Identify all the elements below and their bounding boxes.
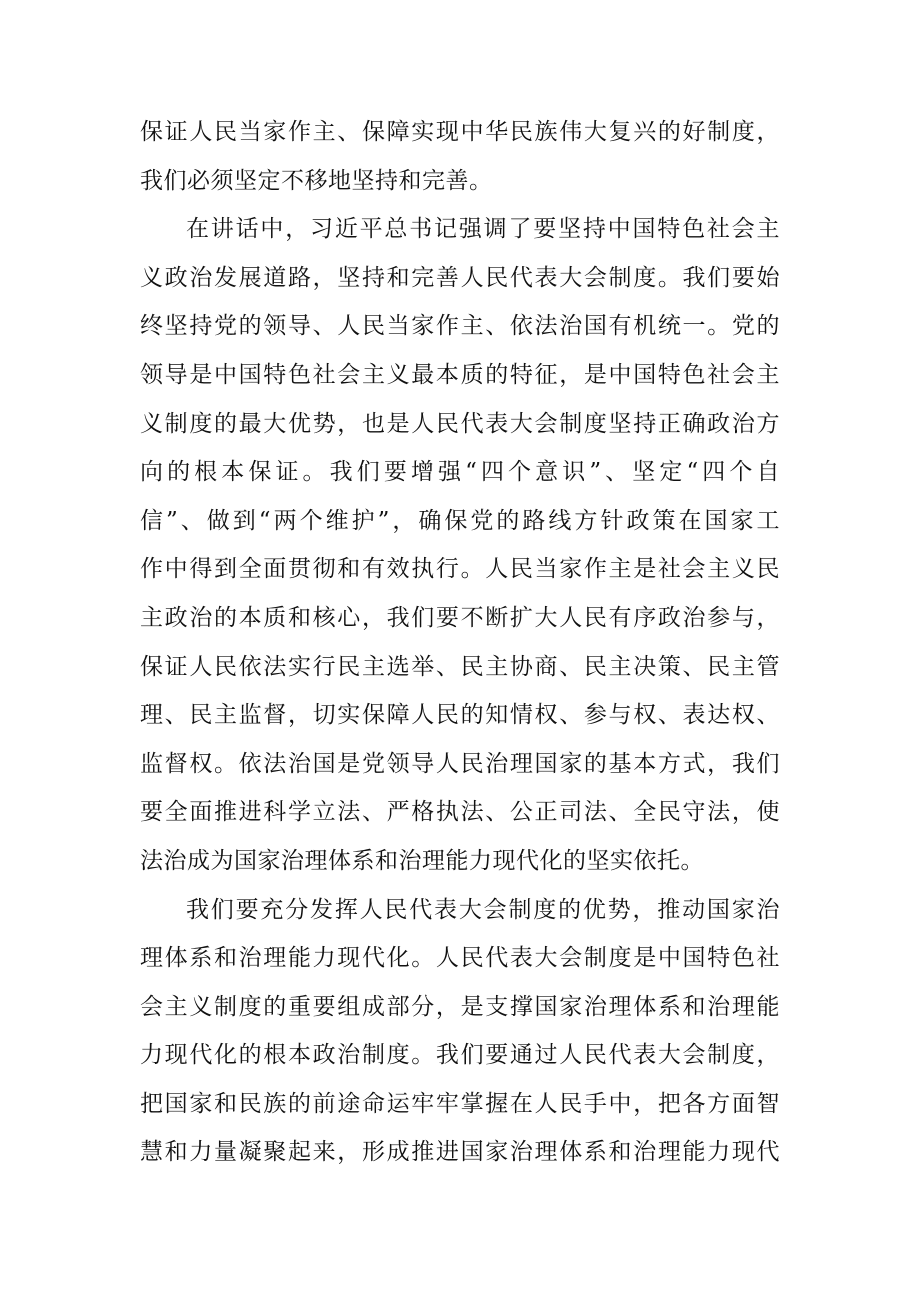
text-line: 作中得到全面贯彻和有效执行。人民当家作主是社会主义民 <box>140 556 780 583</box>
text-line: 信”、做到“两个维护”，确保党的路线方针政策在国家工 <box>140 507 780 534</box>
text-line: 理、民主监督，切实保障人民的知情权、参与权、表达权、 <box>140 702 780 729</box>
text-line: 力现代化的根本政治制度。我们要通过人民代表大会制度， <box>140 1042 780 1069</box>
paragraph-3 <box>140 886 780 1178</box>
text-line: 会主义制度的重要组成部分，是支撑国家治理体系和治理能 <box>140 993 780 1020</box>
text-line: 主政治的本质和核心，我们要不断扩大人民有序政治参与， <box>140 604 780 631</box>
text-line: 法治成为国家治理体系和治理能力现代化的坚实依托。 <box>140 847 704 874</box>
paragraph-2 <box>140 205 780 885</box>
text-line: 义制度的最大优势，也是人民代表大会制度坚持正确政治方 <box>140 410 780 437</box>
text-line: 终坚持党的领导、人民当家作主、依法治国有机统一。党的 <box>140 313 780 340</box>
text-line: 在讲话中，习近平总书记强调了要坚持中国特色社会主 <box>186 216 780 243</box>
text-line: 监督权。依法治国是党领导人民治理国家的基本方式，我们 <box>140 750 780 777</box>
text-line: 我们要充分发挥人民代表大会制度的优势，推动国家治 <box>186 896 780 923</box>
text-line: 要全面推进科学立法、严格执法、公正司法、全民守法，使 <box>140 799 780 826</box>
text-line: 保证人民当家作主、保障实现中华民族伟大复兴的好制度， <box>140 119 780 145</box>
text-line: 把国家和民族的前途命运牢牢掌握在人民手中，把各方面智 <box>140 1090 780 1117</box>
paragraph-1 <box>140 108 780 205</box>
text-line: 义政治发展道路，坚持和完善人民代表大会制度。我们要始 <box>140 264 780 291</box>
text-line: 慧和力量凝聚起来，形成推进国家治理体系和治理能力现代 <box>140 1139 780 1166</box>
document-body <box>140 108 780 1177</box>
text-line: 保证人民依法实行民主选举、民主协商、民主决策、民主管 <box>140 653 780 680</box>
text-line: 理体系和治理能力现代化。人民代表大会制度是中国特色社 <box>140 945 780 972</box>
text-line: 向的根本保证。我们要增强“四个意识”、坚定“四个自 <box>140 459 780 486</box>
text-line: 我们必须坚定不移地坚持和完善。 <box>140 167 493 194</box>
text-line: 领导是中国特色社会主义最本质的特征，是中国特色社会主 <box>140 361 780 388</box>
